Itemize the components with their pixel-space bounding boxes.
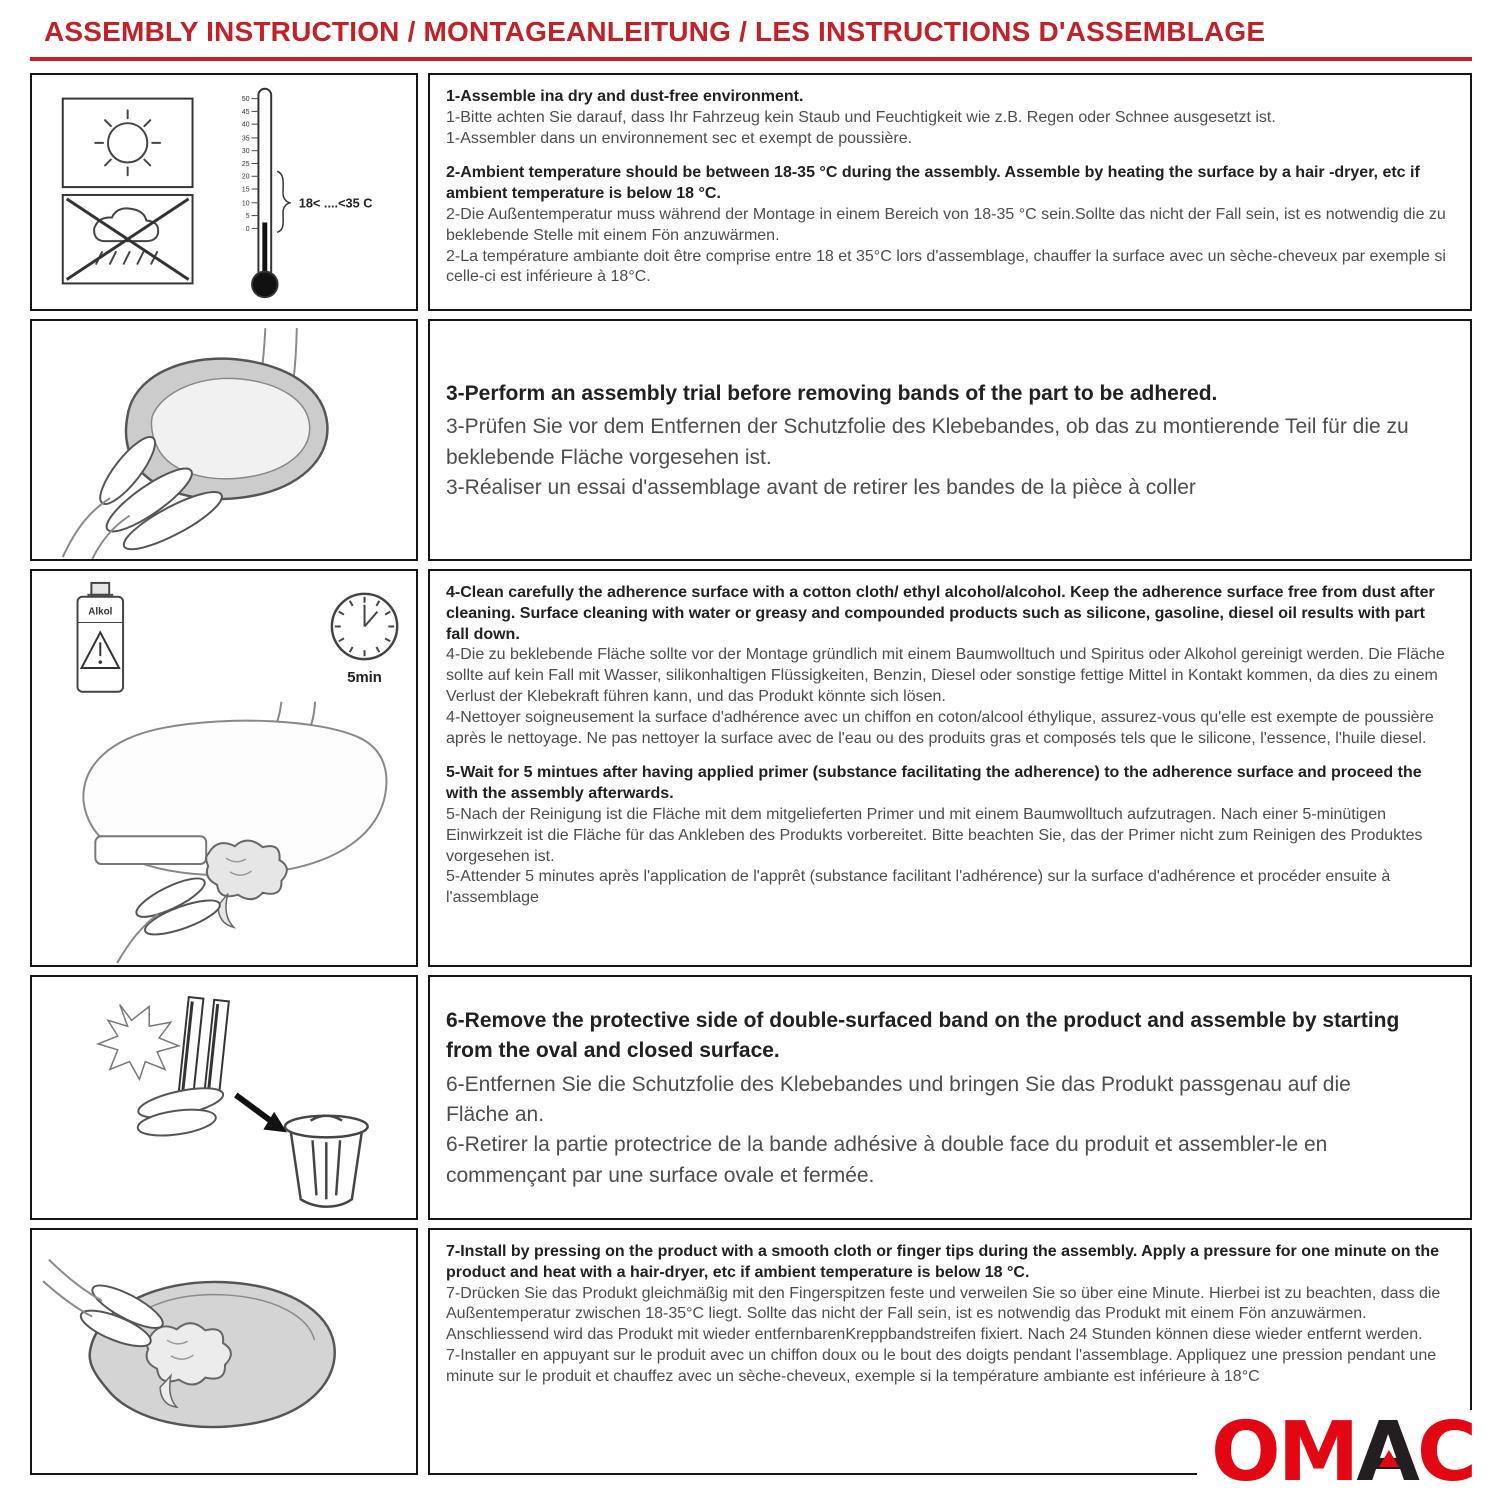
temp-range-label: 18< ....<35 C [298, 195, 373, 211]
svg-text:45: 45 [241, 108, 250, 116]
assembly-trial-illustration [32, 321, 416, 559]
cross-out-icon [67, 199, 189, 280]
step-1-fr: 1-Assembler dans un environnement sec et exempt de poussière. [446, 129, 913, 147]
step-row-4-5 [30, 569, 1472, 967]
page-header [30, 16, 1472, 61]
step-row-6 [30, 975, 1472, 1220]
svg-text:40: 40 [241, 121, 250, 129]
step-7-heading: 7-Install by pressing on the product with a smooth cloth or finger tips during the assembly. Apply a pressure for one minute on the product and heat with a hair-dryer, etc if ambient temperature is below 18 °C. [446, 1243, 1439, 1281]
alcohol-label: Alkol [88, 606, 113, 618]
step-3-fr: 3-Réaliser un essai d'assemblage avant de retirer les bandes de la pièce à coller [446, 475, 1196, 499]
omac-logo [1197, 1405, 1476, 1500]
svg-text:10: 10 [241, 200, 250, 208]
step-1-heading: 1-Assemble ina dry and dust-free environment. [446, 88, 804, 105]
adhesive-strips-icon [178, 997, 228, 1099]
assembly-trial-illustration-box [30, 319, 418, 561]
svg-text:5: 5 [245, 213, 250, 221]
step-3-de: 3-Prüfen Sie vor dem Entfernen der Schutzfolie des Klebebandes, ob das zu montierende Teil für die zu beklebende Fläche vorgesehen ist. [446, 415, 1409, 469]
alcohol-bottle-icon [78, 583, 124, 692]
hand-icon [117, 871, 223, 963]
instructions-step-6 [428, 975, 1472, 1220]
step-2-de: 2-Die Außentemperatur muss während der Montage in einem Bereich von 18-35 °C sein.Sollte das nicht der Fall sein, ist es notwendig die zu beklebende Stelle mit einem Fön anzuwärmen. [446, 205, 1446, 244]
instruction-rows [30, 73, 1472, 1475]
press-install-illustration [32, 1230, 416, 1473]
arrow-icon [236, 1095, 287, 1132]
remove-band-illustration [32, 977, 416, 1218]
dry-environment-temperature-icon [32, 75, 416, 309]
svg-text:30: 30 [241, 148, 250, 156]
step-6-heading: 6-Remove the protective side of double-surfaced band on the product and assemble by starting from the oval and closed surface. [446, 1008, 1400, 1063]
step-7-de: 7-Drücken Sie das Produkt gleichmäßig mit den Fingerspitzen feste und verweilen Sie so über eine Minute. Hierbei ist zu beachten, dass die Außentemperatur zwischen 18-35°C liegt. Sollte das nicht der Fall sein, ist es notwendig das Produkt mit einem Fön anzuwärmen. Anschliessend wird das Produkt mit wieder entfernbarenKreppbandstreifen fixiert. Nach 24 Stunden können diese wieder entfernt werden. [446, 1284, 1441, 1344]
step-4-heading: 4-Clean carefully the adherence surface with a cotton cloth/ ethyl alcohol/alcohol. Keep the adherence surface free from dust after cleaning. Surface cleaning with water or greasy and compounded products such as silicone, gasoline, diesel oil results with part fall down. [446, 584, 1435, 643]
step-2-fr: 2-La température ambiante doit être comprise entre 18 et 35°C lors d'assemblage, chauffer la surface avec un sèche-cheveux par exemple si celle-ci est inférieure à 18°C. [446, 247, 1446, 286]
remove-band-illustration-box [30, 975, 418, 1220]
logo-letter-c: C [1416, 1405, 1474, 1500]
title-underline [30, 57, 1472, 61]
step-5-fr: 5-Attender 5 minutes après l'application de l'apprêt (substance facilitant l'adhérence) sur la surface d'adhérence et procéder ensuite à l'assemblage [446, 868, 1391, 907]
logo-letter-a: A [1356, 1405, 1417, 1500]
step-1-de: 1-Bitte achten Sie darauf, dass Ihr Fahrzeug kein Staub und Feuchtigkeit wie z.B. Regen oder Schnee ausgesetzt ist. [446, 108, 1276, 126]
svg-text:0: 0 [245, 225, 250, 233]
clock-icon [332, 594, 397, 686]
step-6-de: 6-Entfernen Sie die Schutzfolie des Klebebandes und bringen Sie das Produkt passgenau auf die Fläche an. [446, 1072, 1351, 1126]
step-row-1-2 [30, 73, 1472, 311]
thermometer-scale [242, 96, 250, 233]
step-4-fr: 4-Nettoyer soigneusement la surface d'adhérence avec un chiffon en coton/alcool éthylique, assurez-vous qu'elle est exempte de poussière après le nettoyage. Ne pas nettoyer la surface avec de l'eau ou des produits gras et composés tels que le silicone, l'essence, l'huile diesel. [446, 708, 1434, 747]
instructions-step-3 [428, 319, 1472, 561]
step-5-de: 5-Nach der Reinigung ist die Fläche mit dem mitgelieferten Primer und mit einem Baumwolltuch aufzutragen. Nach einer 5-minütigen Einwirkzeit ist die Fläche für das Ankleben des Produkts vorbereitet. Bitte beachten Sie, das der Primer nicht zum Reinigen des Produktes vorgesehen ist. [446, 805, 1423, 865]
hand-icon [136, 1082, 226, 1139]
thermometer-icon [242, 89, 373, 297]
step-7-fr: 7-Installer en appuyant sur le produit avec un chiffon doux ou le bout des doigts pendant l'assemblage. Appliquez une pression pendant une minute sur le produit et chauffez avec un sèche-cheveux, exemple si la température ambiante est inférieure à 18°C [446, 1346, 1437, 1385]
clock-label: 5min [347, 669, 382, 686]
step-5-heading: 5-Wait for 5 mintues after having applied primer (substance facilitating the adherence) to the adherence surface and proceed the with the assembly afterwards. [446, 764, 1422, 803]
svg-text:25: 25 [241, 160, 250, 168]
environment-illustration-box [30, 73, 418, 311]
page-title: ASSEMBLY INSTRUCTION / MONTAGEANLEITUNG / LES INSTRUCTIONS D'ASSEMBLAGE [44, 16, 1266, 47]
svg-text:15: 15 [241, 186, 250, 194]
crumpled-backing-icon [98, 1005, 179, 1080]
trash-can-icon [285, 1116, 368, 1207]
clean-surface-illustration-box [30, 569, 418, 967]
logo-letters-om: OM [1211, 1405, 1357, 1500]
clean-surface-illustration [32, 571, 416, 965]
svg-text:20: 20 [241, 173, 250, 181]
step-2-heading: 2-Ambient temperature should be between 18-35 °C during the assembly. Assemble by heating the surface by a hair -dryer, etc if ambient temperature is below 18 °C. [446, 164, 1420, 203]
step-row-3 [30, 319, 1472, 561]
svg-text:50: 50 [241, 96, 250, 104]
instructions-step-1-2 [428, 73, 1472, 311]
cloth-icon [206, 840, 287, 927]
sun-icon [95, 110, 160, 175]
step-3-heading: 3-Perform an assembly trial before removing bands of the part to be adhered. [446, 381, 1218, 405]
instructions-step-4-5 [428, 569, 1472, 967]
press-install-illustration-box [30, 1228, 418, 1475]
step-6-fr: 6-Retirer la partie protectrice de la bande adhésive à double face du produit et assembler-le en commençant par une surface ovale et fermée. [446, 1133, 1328, 1187]
svg-text:35: 35 [241, 135, 250, 143]
step-4-de: 4-Die zu beklebende Fläche sollte vor der Montage gründlich mit einem Baumwolltuch und Spiritus oder Alkohol gereinigt werden. Die Fläche sollte auf kein Fall mit Wasser, silikonhaltigen Flüssigkeiten, Benzin, Diesel oder sonstige fettige Mittel in Kontakt kommen, da dies zu einem Verlust der Klebekraft führen kann, und das Produkt könnte sich lösen. [446, 646, 1445, 705]
